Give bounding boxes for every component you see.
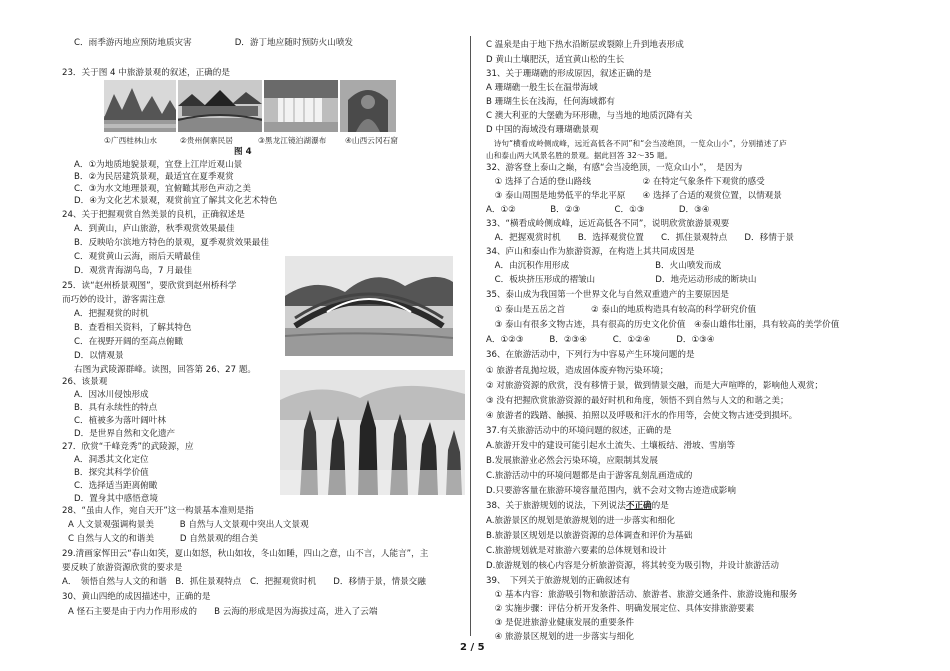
option-line: A．①为地质地貌景观，宜登上江岸近观山景	[74, 160, 243, 170]
column-divider	[470, 36, 471, 636]
photo-yungang-grottoes	[340, 80, 396, 132]
option-line: ② 对旅游资源的欣赏，没有移情于景，做到情景交融，而是大声喧哗的，影响他人观赏；	[486, 381, 824, 391]
option-line: ③ 泰山周围是地势低平的华北平原 ④ 选择了合适的观赏位置，以情观景	[486, 191, 782, 201]
option-line: A 人文景观强调构景美 B 自然与人文景观中突出人文景观	[68, 520, 309, 530]
question-37: 37.有关旅游活动中的环境问题的叙述，正确的是	[486, 426, 672, 436]
question-32: 32、游客登上泰山之巅，有感“会当凌绝顶，一览众山小”， 是因为	[486, 163, 743, 173]
option-line: B．②为民居建筑景观，最适宜在夏季观赏	[74, 172, 234, 182]
option-line: C．③为水文地理景观，宜俯瞰其形色声动之美	[74, 184, 251, 194]
option-line: C．植被多为落叶阔叶林	[74, 416, 166, 426]
photo-jingpo-waterfall	[264, 80, 338, 132]
option-line: A． 领悟自然与人文的和谐 B．抓住景观特点 C．把握观赏时机 D．移情于景，情景交融	[62, 577, 426, 587]
figure-caption-3: ③黑龙江镜泊湖瀑布	[258, 136, 327, 145]
option-line: C 自然与人文的和谐美 D 自然景观的组合美	[68, 534, 258, 544]
figure-title: 图 4	[234, 147, 252, 157]
photo-dong-village	[178, 80, 262, 132]
question-29: 29.清画家恽田云“春山如笑，夏山如怒，秋山如妆，冬山如睡，四山之意，山不言，人能言”，主	[62, 549, 429, 559]
question-28: 28、“虽由人作，宛自天开”这一构景基本准则是指	[62, 506, 254, 516]
question-33: 33、“横看成岭侧成峰，远近高低各不同”，说明欣赏旅游景观要	[486, 219, 730, 229]
option-line: A．因冰川侵蚀形成	[74, 390, 149, 400]
option-line: B.发展旅游业必然会污染环境，应限制其发展	[486, 456, 658, 466]
option-line: ① 基本内容：旅游吸引物和旅游活动、旅游者、旅游交通条件、旅游设施和服务	[486, 590, 798, 600]
photo-guilin-landscape	[104, 80, 176, 132]
option-line: ④ 旅游景区规划的进一步落实与细化	[486, 632, 634, 642]
option-line: D 中国的海域没有珊瑚礁景观	[486, 125, 599, 135]
question-27: 27．欣赏“千峰竞秀”的武陵源，应	[62, 442, 194, 452]
option-line: ③ 没有把握欣赏旅游资源的最好时机和角度，领悟不到自然与人文的和谐之美；	[486, 396, 789, 406]
option-line: C 温泉是由于地下热水沿断层或裂隙上升到地表形成	[486, 40, 684, 50]
option-line: ③ 泰山有很多文物古迹，具有很高的历史文化价值 ④泰山雄伟壮丽，具有较高的美学价值	[486, 320, 840, 330]
option-line: ① 选择了合适的登山路线 ② 在特定气象条件下观赏的感受	[486, 177, 765, 187]
option-line: ① 泰山是五岳之首 ② 泰山的地质构造具有较高的科学研究价值	[486, 305, 757, 315]
option-line: A.旅游开发中的建设可能引起水土流失、土壤板结、滑坡、雪崩等	[486, 441, 736, 451]
option-line: A．①② B．②③ C．①③ D．③④	[486, 205, 710, 215]
photo-zhaozhou-bridge	[285, 256, 453, 356]
question-35: 35、泰山成为我国第一个世界文化与自然双重遗产的主要原因是	[486, 290, 729, 300]
option-line: A 珊瑚礁一般生长在温带海域	[486, 83, 598, 93]
option-line: B．具有永续性的特点	[74, 403, 158, 413]
option-line: A．①②③ B．②③④ C．①②④ D．①③④	[486, 335, 715, 345]
option-line: A．洞悉其文化定位	[74, 455, 149, 465]
option-line: D．观赏青海湖鸟岛，7 月最佳	[74, 266, 192, 276]
option-line: D 黄山土壤肥沃，适宜黄山松的生长	[486, 55, 625, 65]
option-line: A．把握观赏时机 B．选择观赏位置 C．抓住景观特点 D．移情于景	[486, 233, 794, 243]
option-line: D．④为文化艺术景观，观赏前宜了解其文化艺术特色	[74, 196, 278, 206]
option-line: C.旅游活动中的环境问题都是由于游客乱刻乱画造成的	[486, 471, 693, 481]
option-line: ② 实施步骤：评估分析开发条件、明确发展定位、具体安排旅游要素	[486, 604, 755, 614]
option-line: ① 旅游者乱抛垃圾，造成固体废弃物污染环境；	[486, 366, 669, 376]
question-31: 31、关于珊瑚礁的形成原因，叙述正确的是	[486, 69, 652, 79]
option-line: B．探究其科学价值	[74, 468, 149, 478]
figure-caption-1: ①广西桂林山水	[104, 136, 158, 145]
passage-line: 诗句“横看成岭侧成峰，远近高低各不同”和“会当凌绝顶，一览众山小”，分别描述了庐	[486, 139, 787, 148]
question-34: 34、庐山和泰山作为旅游资源，在构造上其共同成因是	[486, 247, 695, 257]
figure-caption-2: ②贵州侗寨民居	[180, 136, 234, 145]
option-line: B 珊瑚生长在浅海，任何海域都有	[486, 97, 615, 107]
option-line: D.旅游规划的核心内容是分析旅游资源，将其转变为吸引物，并设计旅游活动	[486, 561, 779, 571]
option-line: D．是世界自然和文化遗产	[74, 429, 176, 439]
option-line: C 澳大利亚的大堡礁为环形礁，与当地的地质沉降有关	[486, 111, 693, 121]
option-line: D．置身其中感悟意境	[74, 494, 158, 504]
option-line: C．在视野开阔的至高点俯瞰	[74, 337, 184, 347]
option-line: D．以情观景	[74, 351, 124, 361]
option-line: C.旅游规划就是对旅游六要素的总体规划和设计	[486, 546, 667, 556]
emphasis-not-correct: 不正确	[625, 501, 652, 511]
page-number: 2 / 5	[460, 642, 485, 653]
passage-line: 山和泰山两大风景名胜的景观。据此回答 32～35 题。	[486, 151, 673, 160]
option-line: A．把握观赏的时机	[74, 309, 149, 319]
option-line: A.旅游景区的规划是旅游规划的进一步落实和细化	[486, 516, 675, 526]
right-column	[476, 0, 950, 671]
option-line: A．由沉积作用形成 B．火山喷发而成	[486, 261, 722, 271]
option-line: C．板块挤压形成的褶皱山 D．地壳运动形成的断块山	[486, 275, 757, 285]
question-26: 26、该景观	[62, 377, 108, 387]
figure-caption-4: ④山西云冈石窟	[345, 136, 399, 145]
text-line: C．雨季游丙地应预防地质灾害 D．游丁地应随时预防火山喷发	[74, 38, 354, 48]
question-36: 36、在旅游活动中，下列行为中容易产生环境问题的是	[486, 350, 695, 360]
text-line: 右图为武陵源群峰。读图，回答第 26、27 题。	[74, 365, 257, 375]
question-25: 25．读“赵州桥景观图”，要欣赏到赵州桥科学	[62, 281, 237, 291]
option-line: C．观赏黄山云海，雨后天晴最佳	[74, 252, 201, 262]
option-line: B．反映哈尔滨地方特色的景观，夏季观赏效果最佳	[74, 238, 269, 248]
option-line: ③ 是促进旅游业健康发展的重要条件	[486, 618, 634, 628]
option-line: A 怪石主要是由于内力作用形成的 B 云海的形成是因为海拔过高，进入了云端	[68, 607, 378, 617]
option-line: D.只要游客量在旅游环境容量范围内，就不会对文物古迹造成影响	[486, 486, 736, 496]
option-line: ④ 旅游者的践踏、触摸、拍照以及呼吸和汗水的作用等，会使文物古迹受到损坏。	[486, 411, 798, 421]
option-line: B．查看相关资料，了解其特色	[74, 323, 192, 333]
question-24: 24、关于把握观赏自然美景的良机，正确叙述是	[62, 210, 245, 220]
question-39: 39、 下列关于旅游规划的正确叙述有	[486, 576, 631, 586]
left-column	[0, 0, 470, 671]
option-line: B.旅游景区规划是以旅游资源的总体调查和评价为基础	[486, 531, 693, 541]
question-30: 30、黄山四绝的成因描述中，正确的是	[62, 592, 211, 602]
question-38: 38、关于旅游规划的说法，下列说法不正确的是	[486, 501, 669, 511]
text-line: 而巧妙的设计，游客需注意	[62, 295, 166, 305]
photo-wulingyuan-peaks	[280, 370, 465, 495]
text-line: 要反映了旅游资源欣赏的要求是	[62, 563, 183, 573]
option-line: C．选择适当距离俯瞰	[74, 481, 158, 491]
question-23: 23．关于图 4 中旅游景观的叙述，正确的是	[62, 68, 230, 78]
option-line: A．到黄山，庐山旅游，秋季观赏效果最佳	[74, 224, 235, 234]
